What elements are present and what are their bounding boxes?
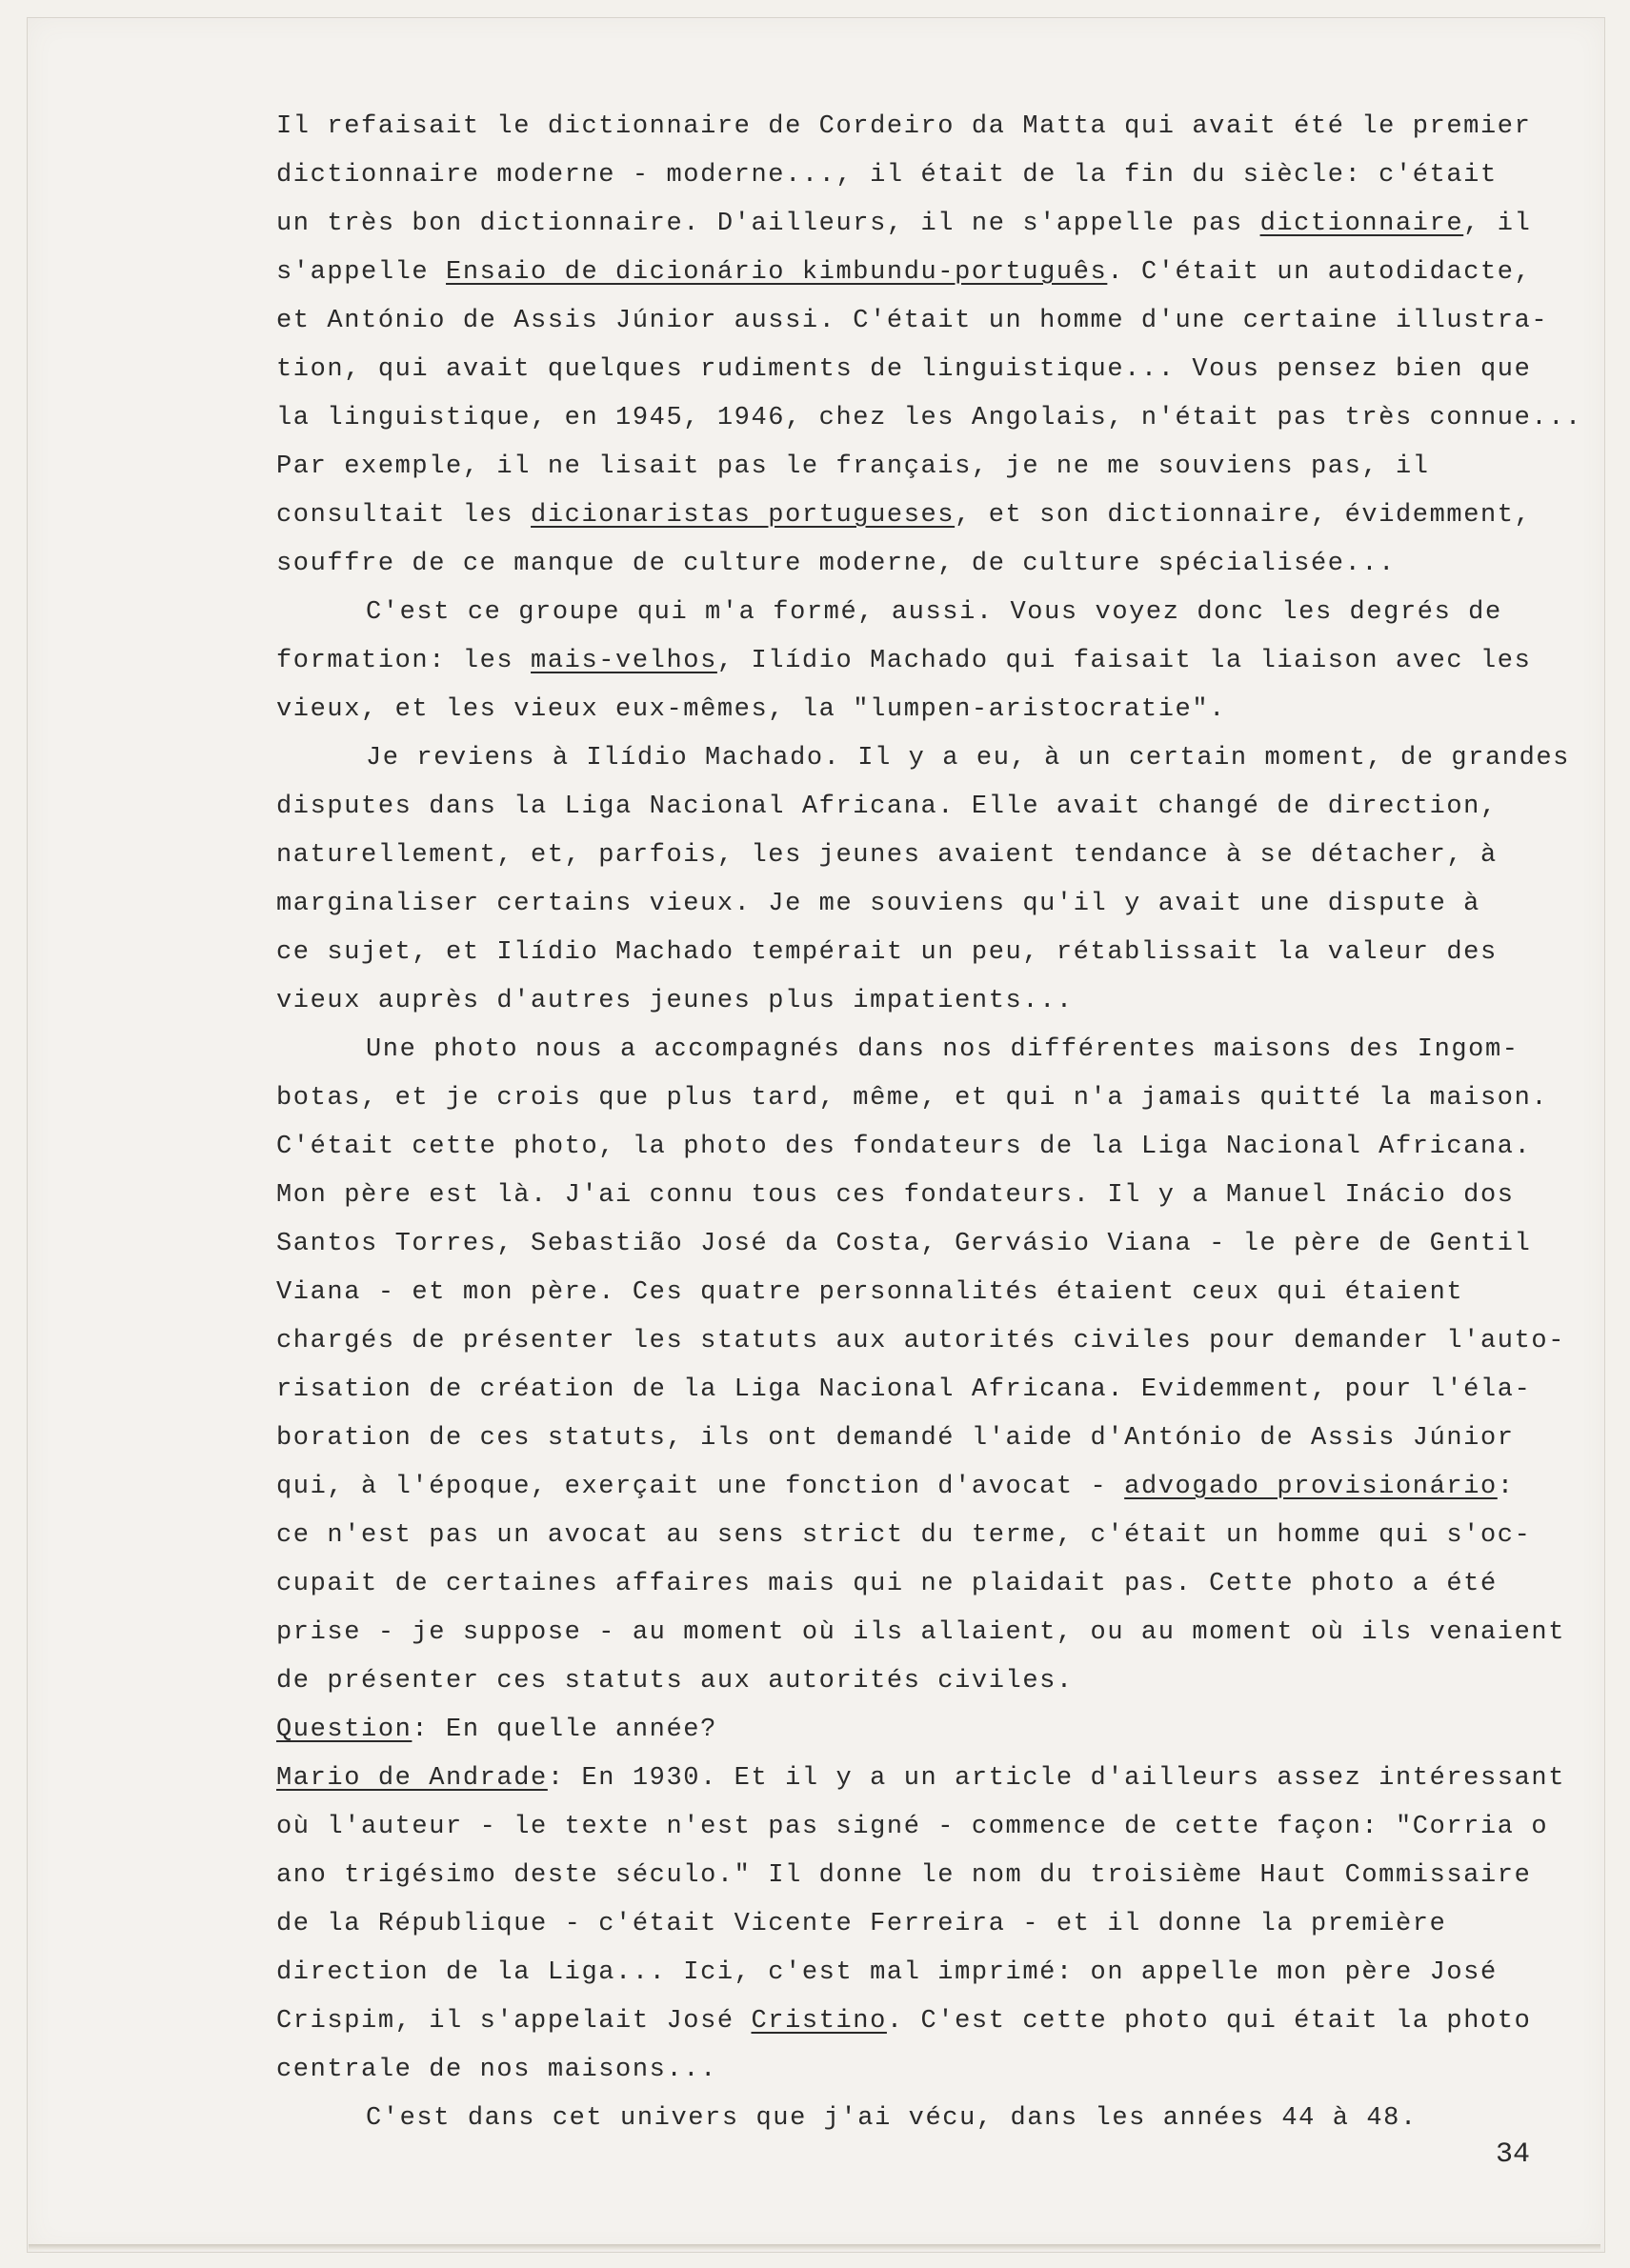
text-line (276, 1755, 1581, 1803)
text-segment: Mon père est là. J'ai connu tous ces fondateurs. Il y a Manuel Inácio dos (276, 1181, 1515, 1210)
text-segment: boration de ces statuts, ils ont demandé l'aide d'António de Assis Júnior (276, 1424, 1515, 1453)
text-line (276, 1609, 1581, 1657)
text-segment: de la République - c'était Vicente Ferreira - et il donne la première (276, 1910, 1447, 1938)
text-segment: dictionnaire moderne - moderne..., il était de la fin du siècle: c'était (276, 161, 1498, 190)
text-line (276, 200, 1581, 249)
text-segment: cupait de certaines affaires mais qui ne plaidait pas. Cette photo a été (276, 1570, 1498, 1598)
text-line (276, 540, 1581, 589)
text-line (276, 783, 1581, 832)
text-segment: ano trigésimo deste século." Il donne le nom du troisième Haut Commissaire (276, 1861, 1532, 1890)
text-segment: . C'est cette photo qui était la photo (886, 2007, 1532, 2036)
text-segment: s'appelle (276, 258, 447, 287)
text-segment: Il refaisait le dictionnaire de Cordeiro da Matta qui avait été le premier (276, 112, 1532, 141)
text-segment: formation: les (276, 647, 532, 675)
text-segment: ce sujet, et Ilídio Machado tempérait un peu, rétablissait la valeur des (276, 938, 1498, 967)
text-segment: Par exemple, il ne lisait pas le français, je ne me souviens pas, il (276, 452, 1430, 481)
text-line (276, 1220, 1581, 1269)
text-line (276, 492, 1581, 540)
text-segment: C'était cette photo, la photo des fondateurs de la Liga Nacional Africana. (276, 1133, 1532, 1161)
text-segment: disputes dans la Liga Nacional Africana. Elle avait changé de direction, (276, 793, 1498, 821)
text-line (276, 1706, 1581, 1755)
text-line (276, 1415, 1581, 1463)
underlined-term: dictionnaire (1259, 210, 1464, 238)
text-line (276, 880, 1581, 929)
page-number: 34 (1496, 2138, 1531, 2171)
text-segment: Viana - et mon père. Ces quatre personnalités étaient ceux qui étaient (276, 1278, 1464, 1307)
underlined-term: dicionaristas portugueses (531, 501, 956, 530)
text-segment: marginaliser certains vieux. Je me souviens qu'il y avait une dispute à (276, 890, 1480, 918)
text-segment: tion, qui avait quelques rudiments de linguistique... Vous pensez bien que (276, 355, 1532, 384)
text-line (276, 637, 1581, 686)
text-segment: direction de la Liga... Ici, c'est mal imprimé: on appelle mon père José (276, 1958, 1498, 1987)
text-line (276, 1852, 1581, 1900)
text-line (276, 832, 1581, 880)
text-segment: centrale de nos maisons... (276, 2056, 717, 2084)
text-line (276, 2095, 1581, 2143)
text-segment: , il (1463, 210, 1532, 238)
text-segment: C'est ce groupe qui m'a formé, aussi. Vous voyez donc les degrés de (366, 598, 1502, 627)
text-line (276, 1269, 1581, 1317)
text-line (276, 1997, 1581, 2046)
text-segment: et António de Assis Júnior aussi. C'était un homme d'une certaine illustra- (276, 307, 1549, 335)
text-segment: botas, et je crois que plus tard, même, et qui n'a jamais quitté la maison. (276, 1084, 1549, 1113)
text-segment: Une photo nous a accompagnés dans nos différentes maisons des Ingom- (366, 1035, 1519, 1064)
text-line (276, 1949, 1581, 1997)
text-segment: vieux, et les vieux eux-mêmes, la "lumpen-aristocratie". (276, 695, 1226, 724)
text-line (276, 1512, 1581, 1560)
text-line (276, 1317, 1581, 1366)
text-line (276, 589, 1581, 637)
text-line (276, 249, 1581, 297)
text-segment: C'est dans cet univers que j'ai vécu, dans les années 44 à 48. (366, 2104, 1418, 2133)
sheet-bottom-edge (29, 2244, 1600, 2250)
text-line (276, 1900, 1581, 1949)
text-line (276, 151, 1581, 200)
text-line (276, 103, 1581, 151)
underlined-term: mais-velhos (531, 647, 717, 675)
text-segment: . C'était un autodidacte, (1107, 258, 1532, 287)
text-segment: où l'auteur - le texte n'est pas signé - commence de cette façon: "Corria o (276, 1813, 1549, 1841)
text-line (276, 297, 1581, 346)
underlined-term: advogado provisionário (1124, 1473, 1498, 1501)
text-segment: : En quelle année? (412, 1716, 717, 1744)
text-line (276, 1657, 1581, 1706)
text-segment: naturellement, et, parfois, les jeunes avaient tendance à se détacher, à (276, 841, 1498, 870)
text-segment: vieux auprès d'autres jeunes plus impatients... (276, 987, 1074, 1015)
text-line (276, 1463, 1581, 1512)
text-segment: Je reviens à Ilídio Machado. Il y a eu, à un certain moment, de grandes (366, 744, 1570, 773)
text-line (276, 394, 1581, 443)
text-segment: , et son dictionnaire, évidemment, (955, 501, 1532, 530)
text-segment: de présenter ces statuts aux autorités civiles. (276, 1667, 1074, 1696)
text-segment: , Ilídio Machado qui faisait la liaison avec les (716, 647, 1532, 675)
text-segment: qui, à l'époque, exerçait une fonction d'avocat - (276, 1473, 1125, 1501)
text-segment: la linguistique, en 1945, 1946, chez les Angolais, n'était pas très connue... (276, 404, 1582, 432)
speaker-label-mario-de-andrade: Mario de Andrade (276, 1764, 548, 1793)
text-line (276, 1074, 1581, 1123)
text-line (276, 686, 1581, 734)
text-line (276, 1123, 1581, 1172)
underlined-title: Ensaio de dicionário kimbundu-português (446, 258, 1108, 287)
text-segment: Crispim, il s'appelait José (276, 2007, 752, 2036)
text-line (276, 977, 1581, 1026)
text-line (276, 2046, 1581, 2095)
text-segment: risation de création de la Liga Nacional Africana. Evidemment, pour l'éla- (276, 1375, 1532, 1404)
text-line (276, 443, 1581, 492)
text-segment: un très bon dictionnaire. D'ailleurs, il ne s'appelle pas (276, 210, 1260, 238)
speaker-label-question: Question (276, 1716, 413, 1744)
text-line (276, 1366, 1581, 1415)
text-segment: : En 1930. Et il y a un article d'ailleurs assez intéressant (547, 1764, 1566, 1793)
text-line (276, 734, 1581, 783)
text-segment: : (1497, 1473, 1515, 1501)
underlined-name: Cristino (751, 2007, 887, 2036)
text-line (276, 1172, 1581, 1220)
text-line (276, 929, 1581, 977)
text-line (276, 346, 1581, 394)
typed-text-body (276, 103, 1581, 2143)
text-segment: ce n'est pas un avocat au sens strict du terme, c'était un homme qui s'oc- (276, 1521, 1532, 1550)
text-line (276, 1803, 1581, 1852)
text-segment: consultait les (276, 501, 532, 530)
text-segment: souffre de ce manque de culture moderne, de culture spécialisée... (276, 550, 1396, 578)
text-segment: Santos Torres, Sebastião José da Costa, Gervásio Viana - le père de Gentil (276, 1230, 1532, 1258)
text-line (276, 1560, 1581, 1609)
text-segment: chargés de présenter les statuts aux autorités civiles pour demander l'auto- (276, 1327, 1565, 1355)
text-segment: prise - je suppose - au moment où ils allaient, ou au moment où ils venaient (276, 1618, 1565, 1647)
text-line (276, 1026, 1581, 1074)
